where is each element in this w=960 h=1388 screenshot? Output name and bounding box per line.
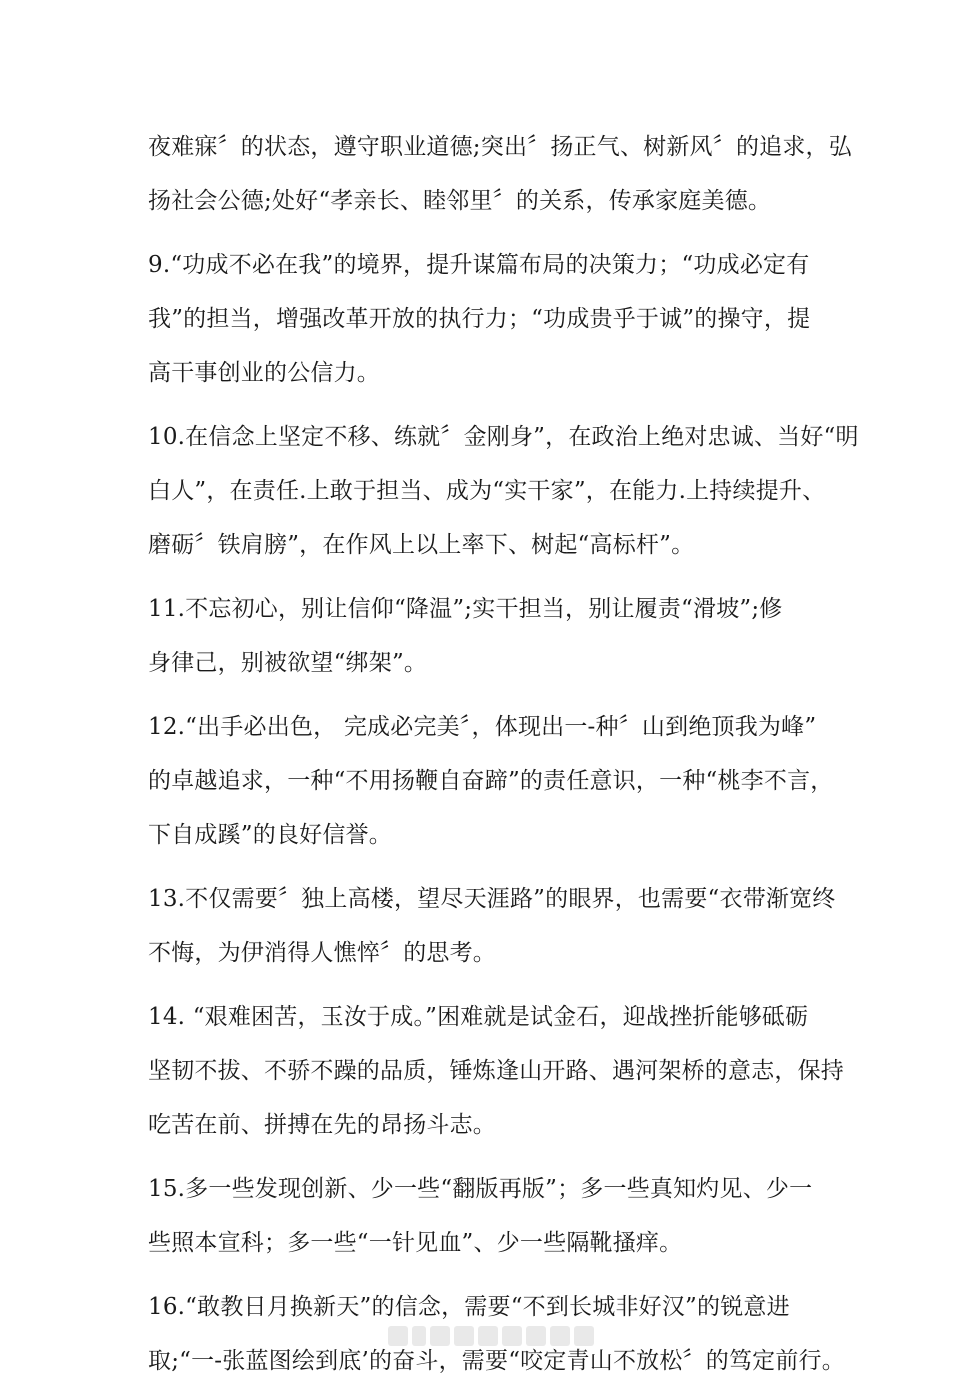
text-line: 高干事创业的公信力。 (148, 360, 380, 386)
paragraph-item-14 (148, 990, 844, 1152)
watermark-mark-icon (388, 1326, 408, 1346)
text-line: 下自成蹊”的良好信誉。 (148, 822, 392, 848)
text-line: 磨砺〞铁肩膀”，在作风上以上率下、树起“高标杆”。 (148, 532, 695, 558)
paragraph-item-10 (148, 410, 859, 572)
text-line: 16.“敢教日月换新天”的信念，需要“不到长城非好汉”的锐意进 (148, 1294, 790, 1320)
text-line: 些照本宣科；多一些“一针见血”、少一些隔靴搔痒。 (148, 1230, 683, 1256)
text-line: 不悔，为伊消得人憔悴〞的思考。 (148, 940, 496, 966)
paragraph-item-9 (148, 238, 820, 400)
text-line: 白人”，在责任.上敢于担当、成为“实干家”，在能力.上持续提升、 (148, 478, 826, 504)
document-body (148, 120, 859, 1388)
text-line: 11.不忘初心，别让信仰“降温”;实干担当，别让履责“滑坡”;修 (148, 596, 783, 622)
text-line: 的卓越追求，一种“不用扬鞭自奋蹄”的责任意识，一种“桃李不言， (148, 768, 834, 794)
text-line: 身律己，别被欲望“绑架”。 (148, 650, 428, 676)
text-line: 吃苦在前、拼搏在先的昂扬斗志。 (148, 1112, 496, 1138)
text-line: 扬社会公德;处好“孝亲长、睦邻里〞的关系，传承家庭美德。 (148, 188, 772, 214)
text-line: 我”的担当，增强改革开放的执行力；“功成贵乎于诚”的操守，提 (148, 306, 811, 332)
watermark-logo (388, 1326, 594, 1346)
text-line: 14. “艰难困苦，玉汝于成。”困难就是试金石，迎战挫折能够砥砺 (148, 1004, 809, 1030)
text-line: 10.在信念上坚定不移、练就〞金刚身”，在政治上绝对忠诚、当好“明 (148, 424, 859, 450)
paragraph-item-12 (148, 700, 834, 862)
text-line: 12.“出手必出色， 完成必完美〞，体现出一-种〞山到绝顶我为峰” (148, 714, 817, 740)
text-line: 15.多一些发现创新、少一些“翻版再版”；多一些真知灼见、少一 (148, 1176, 813, 1202)
paragraph-continuation (148, 120, 852, 228)
text-line: 坚韧不拔、不骄不躁的品质，锤炼逢山开路、遇河架桥的意志，保持 (148, 1058, 844, 1084)
paragraph-item-11 (148, 582, 820, 690)
text-line: 取;“一-张蓝图绘到底’的奋斗，需要“咬定青山不放松〞的笃定前行。 (148, 1348, 845, 1374)
paragraph-item-15 (148, 1162, 820, 1270)
text-line: 13.不仅需要〞独上高楼，望尽天涯路”的眼界，也需要“衣带渐宽终 (148, 886, 836, 912)
text-line: 夜难寐〞的状态，遵守职业道德;突出〞扬正气、树新风〞的追求，弘 (148, 134, 852, 160)
paragraph-item-13 (148, 872, 836, 980)
text-line: 9.“功成不必在我”的境界，提升谋篇布局的决策力；“功成必定有 (148, 252, 810, 278)
